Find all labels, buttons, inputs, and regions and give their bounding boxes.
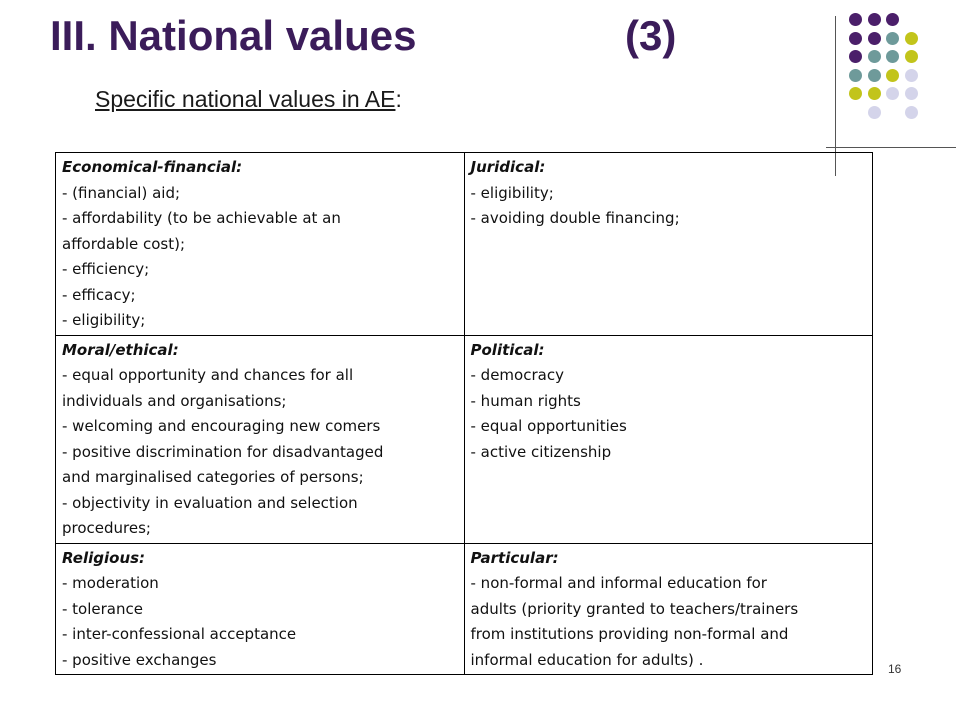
- cell-line: individuals and organisations;: [62, 391, 287, 410]
- table-row: [56, 153, 873, 336]
- decor-dot: [868, 87, 881, 100]
- cell-line: - active citizenship: [470, 442, 612, 461]
- cell-line: adults (priority granted to teachers/trainers: [470, 599, 799, 618]
- decor-dot: [868, 106, 881, 119]
- decor-dot: [905, 87, 918, 100]
- cell-title: Moral/ethical:: [62, 340, 179, 359]
- decor-dot: [905, 32, 918, 45]
- table-row: [56, 543, 873, 675]
- subtitle-colon: :: [395, 86, 402, 112]
- cell-line: informal education for adults) .: [470, 650, 704, 669]
- table-cell-particular: [464, 543, 873, 675]
- cell-line: - tolerance: [62, 599, 143, 618]
- cell-line: - avoiding double financing;: [470, 209, 680, 227]
- cell-line: - positive discrimination for disadvantaged: [62, 442, 384, 461]
- cell-line: - efficiency;: [62, 260, 150, 278]
- cell-line: - democracy: [470, 366, 564, 384]
- cell-line: - positive exchanges: [62, 650, 217, 669]
- cell-title: Juridical:: [470, 158, 546, 176]
- decor-dot: [849, 13, 862, 26]
- slide-title: III. National values: [50, 12, 417, 59]
- page-number: 16: [888, 662, 902, 676]
- cell-line: - affordability (to be achievable at an: [62, 209, 341, 227]
- decor-dot: [849, 50, 862, 63]
- decor-dot: [886, 50, 899, 63]
- cell-line: - equal opportunity and chances for all: [62, 366, 354, 384]
- cell-line: - (financial) aid;: [62, 183, 181, 202]
- cell-title: Political:: [470, 340, 545, 359]
- decor-dot: [886, 69, 899, 82]
- decor-dot: [905, 69, 918, 82]
- cell-line: - objectivity in evaluation and selection: [62, 493, 358, 512]
- table-cell-political: [464, 335, 873, 543]
- cell-line: - eligibility;: [62, 311, 146, 329]
- cell-title: Religious:: [62, 548, 146, 567]
- decor-dot: [905, 50, 918, 63]
- decor-dot: [868, 32, 881, 45]
- table-row: [56, 335, 873, 543]
- cell-line: - moderation: [62, 574, 159, 592]
- decor-dot: [886, 32, 899, 45]
- cell-title: Economical-financial:: [62, 158, 243, 176]
- cell-line: - welcoming and encouraging new comers: [62, 417, 381, 435]
- cell-line: from institutions providing non-formal and: [470, 625, 789, 643]
- decor-dot: [849, 87, 862, 100]
- subtitle-underlined-text: Specific national values in AE: [95, 86, 396, 112]
- cell-line: - efficacy;: [62, 285, 136, 304]
- cell-line: affordable cost);: [62, 234, 186, 253]
- decor-dot: [849, 32, 862, 45]
- national-values-table: [55, 152, 873, 675]
- decor-dot: [849, 69, 862, 82]
- slide-subtitle: [95, 86, 402, 113]
- decor-dot: [868, 50, 881, 63]
- table-cell-moral-ethical: [56, 335, 465, 543]
- decor-dot: [886, 13, 899, 26]
- cell-line: - eligibility;: [470, 183, 554, 202]
- cell-line: procedures;: [62, 519, 151, 537]
- cell-line: - non-formal and informal education for: [470, 574, 767, 592]
- decor-dot: [886, 87, 899, 100]
- slide-title-number: (3): [625, 12, 677, 59]
- decor-dot: [905, 106, 918, 119]
- decor-dot: [868, 69, 881, 82]
- table-cell-religious: [56, 543, 465, 675]
- decor-dot: [868, 13, 881, 26]
- cell-title: Particular:: [470, 548, 559, 567]
- cell-line: - inter-confessional acceptance: [62, 625, 297, 643]
- table-cell-economical-financial: [56, 153, 465, 336]
- table-cell-juridical: [464, 153, 873, 336]
- decor-dot-grid: [849, 13, 949, 153]
- cell-line: - human rights: [470, 391, 581, 410]
- cell-line: and marginalised categories of persons;: [62, 468, 364, 486]
- cell-line: - equal opportunities: [470, 417, 627, 435]
